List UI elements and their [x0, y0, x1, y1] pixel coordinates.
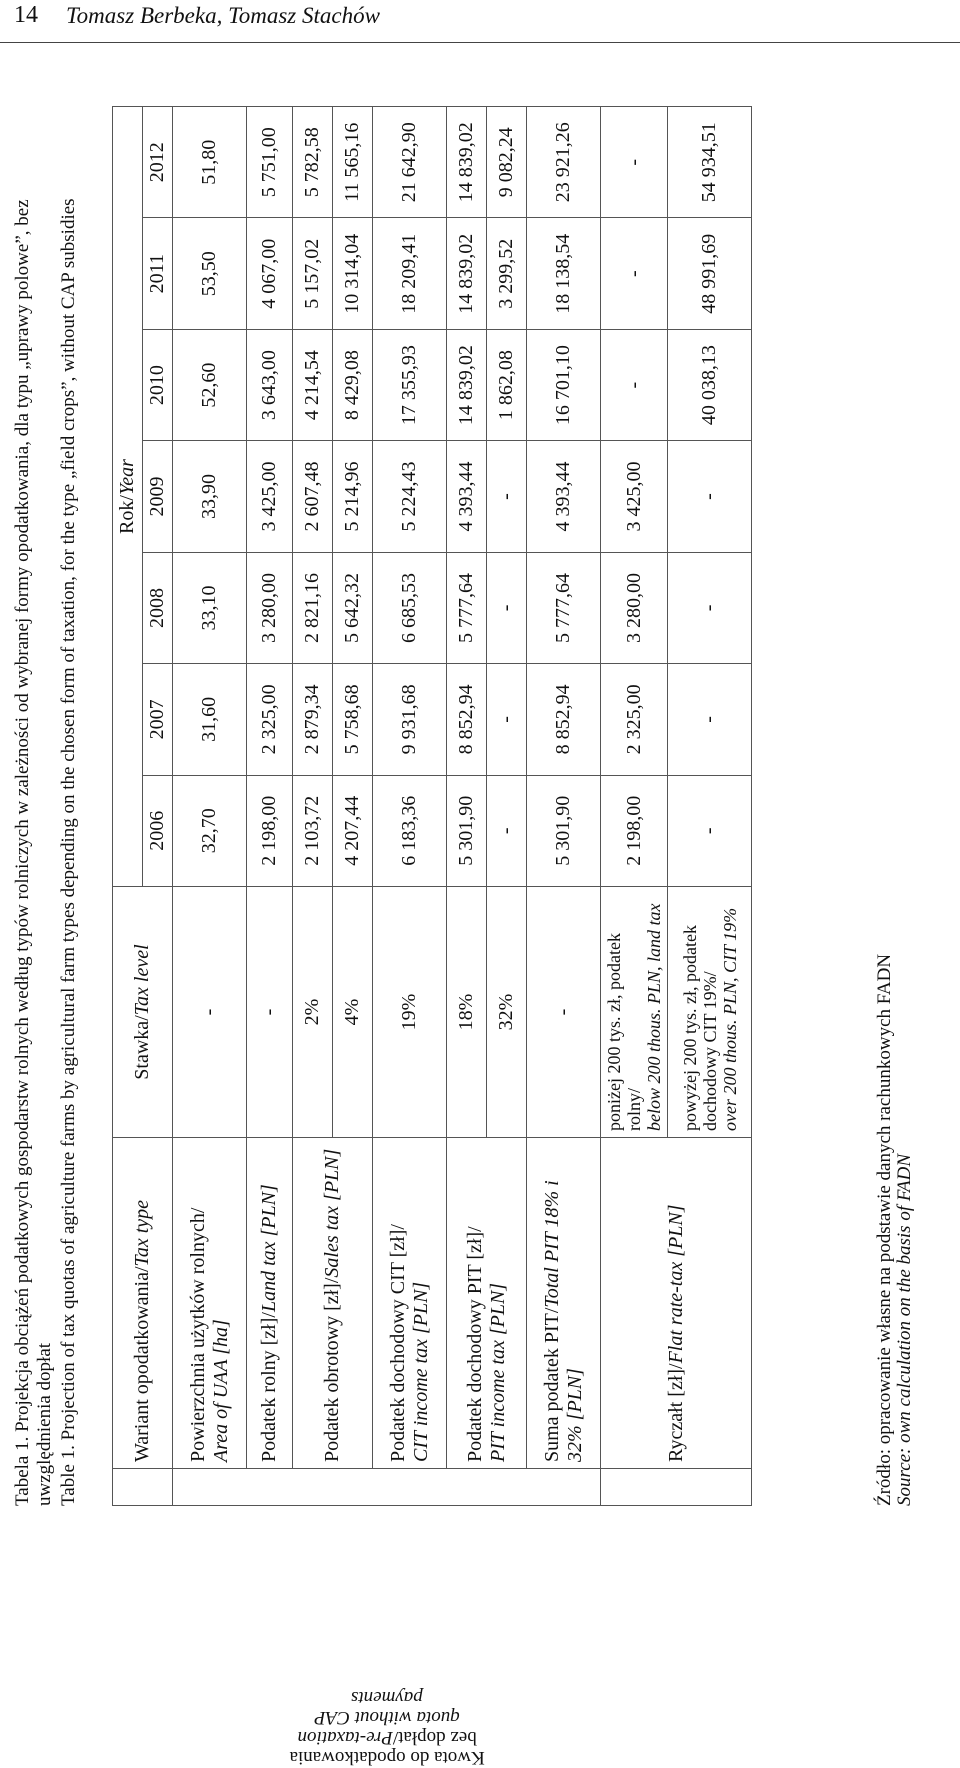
value-cell: 33,10 — [173, 552, 247, 663]
value-cell: 32,70 — [173, 775, 247, 886]
value-cell: 2 198,00 — [247, 775, 293, 886]
rate-cell: 2% — [293, 887, 333, 1138]
value-cell: 33,90 — [173, 441, 247, 552]
rate-cell: 4% — [333, 887, 373, 1138]
row-label: Podatek dochodowy PIT [zł]/ PIT income tax [PLN] — [447, 1138, 527, 1469]
value-cell: 2 821,16 — [293, 552, 333, 663]
value-cell: 5 214,96 — [333, 441, 373, 552]
tax-table — [112, 106, 752, 1768]
col-rate-label-en: Tax level — [131, 944, 153, 1016]
value-cell: 3 425,00 — [601, 441, 668, 552]
value-cell: - — [668, 775, 752, 886]
value-cell: 5 301,90 — [447, 775, 487, 886]
year-2011: 2011 — [143, 218, 173, 329]
table-row — [173, 107, 247, 1506]
row-label: Podatek obrotowy [zł]/Sales tax [PLN] — [293, 1138, 373, 1469]
value-cell: 5 301,90 — [527, 775, 601, 886]
value-cell: 14 839,02 — [447, 107, 487, 218]
value-cell: 6 685,53 — [373, 552, 447, 663]
year-2007: 2007 — [143, 664, 173, 775]
value-cell: - — [668, 664, 752, 775]
value-cell: 3 280,00 — [247, 552, 293, 663]
source-polish: Źródło: opracowanie własne na podstawie danych rachunkowych FADN — [874, 953, 895, 1506]
value-cell: 8 429,08 — [333, 329, 373, 440]
value-cell: - — [601, 329, 668, 440]
year-2012: 2012 — [143, 107, 173, 218]
value-cell: 8 852,94 — [447, 664, 487, 775]
col-variant-header — [113, 1138, 173, 1469]
value-cell: 52,60 — [173, 329, 247, 440]
value-cell: - — [601, 218, 668, 329]
value-cell: 21 642,90 — [373, 107, 447, 218]
col-variant-label-en: Tax type — [131, 1199, 153, 1267]
value-cell: 5 777,64 — [527, 552, 601, 663]
value-cell: 54 934,51 — [668, 107, 752, 218]
row-label: Podatek rolny [zł]/Land tax [PLN] — [247, 1138, 293, 1469]
col-variant-label: Wariant opodatkowania/ — [131, 1266, 153, 1462]
side-empty-cell — [601, 1469, 752, 1506]
value-cell: 4 207,44 — [333, 775, 373, 886]
value-cell: 3 425,00 — [247, 441, 293, 552]
value-cell: 3 643,00 — [247, 329, 293, 440]
value-cell: 1 862,08 — [487, 329, 527, 440]
value-cell: 5 642,32 — [333, 552, 373, 663]
rate-cell: 32% — [487, 887, 527, 1138]
value-cell: 17 355,93 — [373, 329, 447, 440]
value-cell: 6 183,36 — [373, 775, 447, 886]
value-cell: 2 198,00 — [601, 775, 668, 886]
value-cell: - — [668, 552, 752, 663]
rate-cell: 18% — [447, 887, 487, 1138]
value-cell: 14 839,02 — [447, 218, 487, 329]
value-cell: 2 607,48 — [293, 441, 333, 552]
year-2009: 2009 — [143, 441, 173, 552]
source-english: Source: own calculation on the basis of FADN — [894, 1153, 915, 1506]
value-cell: 11 565,16 — [333, 107, 373, 218]
value-cell: 31,60 — [173, 664, 247, 775]
year-2006: 2006 — [143, 775, 173, 886]
rate-cell: poniżej 200 tys. zł, podatek rolny/ below 200 thous. PLN, land tax — [601, 887, 668, 1138]
caption-polish: Tabela 1. Projekcja obciążeń podatkowych gospodarstw rolnych według typów rolniczych w zależności od wybranej formy opodatkowania, dla typu „uprawy polowe”, bez uwzględnienia dopłat — [12, 199, 55, 1506]
value-cell: - — [601, 107, 668, 218]
table-source — [875, 106, 915, 1506]
page-header — [0, 0, 960, 44]
rate-cell: - — [527, 887, 601, 1138]
value-cell: 48 991,69 — [668, 218, 752, 329]
page-number: 14 — [14, 2, 38, 28]
rate-cell: 19% — [373, 887, 447, 1138]
value-cell: 16 701,10 — [527, 329, 601, 440]
table-header-row — [113, 107, 143, 1506]
rate-cell: - — [173, 887, 247, 1138]
value-cell: 53,50 — [173, 218, 247, 329]
table-row — [527, 107, 601, 1506]
rate-cell: powyżej 200 tys. zł, podatek dochodowy CIT 19%/ over 200 thous. PLN, CIT 19% — [668, 887, 752, 1138]
col-rate-header — [113, 887, 173, 1138]
side-header-cell — [113, 1469, 173, 1506]
side-label-cell — [173, 1469, 601, 1768]
value-cell: - — [487, 552, 527, 663]
year-2010: 2010 — [143, 329, 173, 440]
value-cell: 14 839,02 — [447, 329, 487, 440]
value-cell: 4 214,54 — [293, 329, 333, 440]
value-cell: 5 758,68 — [333, 664, 373, 775]
value-cell: 5 157,02 — [293, 218, 333, 329]
value-cell: 40 038,13 — [668, 329, 752, 440]
rate-cell: - — [247, 887, 293, 1138]
col-year-label: Rok/ — [116, 495, 138, 534]
value-cell: 5 777,64 — [447, 552, 487, 663]
value-cell: 5 751,00 — [247, 107, 293, 218]
value-cell: 3 280,00 — [601, 552, 668, 663]
row-label: Podatek dochodowy CIT [zł]/ CIT income tax [PLN] — [373, 1138, 447, 1469]
value-cell: 3 299,52 — [487, 218, 527, 329]
value-cell: 4 393,44 — [527, 441, 601, 552]
value-cell: - — [487, 664, 527, 775]
col-year-label-en: Year — [116, 459, 138, 496]
side-label: Kwota do opodatkowania bez dopłat/Pre-taxation quota without CAP payments — [288, 1687, 485, 1768]
row-label: Ryczałt [zł]/Flat rate-tax [PLN] — [601, 1138, 752, 1469]
value-cell: - — [487, 441, 527, 552]
value-cell: 8 852,94 — [527, 664, 601, 775]
value-cell: 18 209,41 — [373, 218, 447, 329]
value-cell: 5 224,43 — [373, 441, 447, 552]
row-label: Suma podatek PIT/Total PIT 18% i 32% [PLN] — [527, 1138, 601, 1469]
col-rate-label: Stawka/ — [131, 1015, 153, 1080]
col-year-header — [113, 107, 143, 887]
year-2008: 2008 — [143, 552, 173, 663]
table-row — [601, 107, 668, 1506]
value-cell: 2 103,72 — [293, 775, 333, 886]
header-rule — [0, 42, 960, 43]
row-label: Powierzchnia użytków rolnych/ Area of UAA [ha] — [173, 1138, 247, 1469]
value-cell: 23 921,26 — [527, 107, 601, 218]
value-cell: 4 067,00 — [247, 218, 293, 329]
value-cell: 2 879,34 — [293, 664, 333, 775]
value-cell: - — [487, 775, 527, 886]
value-cell: 9 082,24 — [487, 107, 527, 218]
rotated-table-page — [0, 106, 940, 1768]
caption-english: Table 1. Projection of tax quotas of agriculture farms by agricultural farm types depending on the chosen form of taxation, for the type „field crops”, without CAP subsidies — [58, 198, 79, 1506]
value-cell: 51,80 — [173, 107, 247, 218]
value-cell: 5 782,58 — [293, 107, 333, 218]
value-cell: 2 325,00 — [601, 664, 668, 775]
value-cell: 4 393,44 — [447, 441, 487, 552]
running-head-authors: Tomasz Berbeka, Tomasz Stachów — [66, 3, 380, 28]
value-cell: 2 325,00 — [247, 664, 293, 775]
value-cell: 18 138,54 — [527, 218, 601, 329]
value-cell: - — [668, 441, 752, 552]
value-cell: 10 314,04 — [333, 218, 373, 329]
value-cell: 9 931,68 — [373, 664, 447, 775]
